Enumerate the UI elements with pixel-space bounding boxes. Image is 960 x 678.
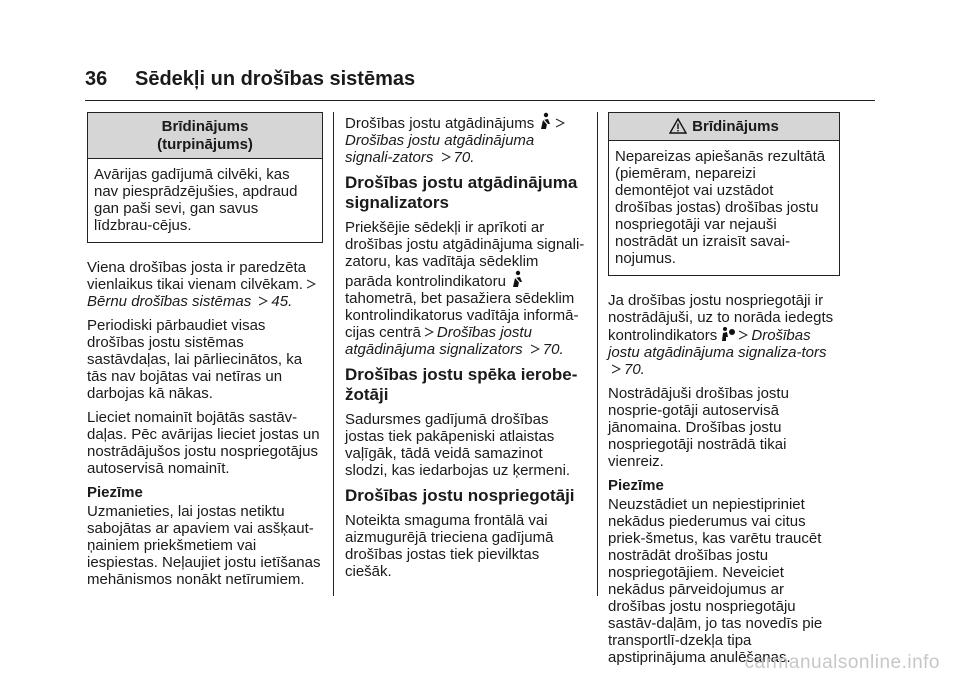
- paragraph-force-limiters: Sadursmes gadījumā drošības jostas tiek pakāpeniski atlaistas vaļīgāk, tādā veidā samazinot slodzi, kas iedarbojas uz ķermeni.: [345, 411, 571, 479]
- warning-box-header: [609, 113, 839, 141]
- reference-arrow-icon: [555, 117, 565, 129]
- paragraph-text-continued: tahometrā, bet pasažiera sēdeklim kontrolindikatorus vadītāja informā-cijas centrā: [345, 290, 579, 341]
- page-header: [85, 68, 875, 102]
- reference-arrow-icon: [258, 295, 268, 307]
- paragraph-text: Priekšējie sēdekļi ir aprīkoti ar drošības jostu atgādinājuma signali-zatoru, kas vadītāja sēdeklim parāda kontrolindikatoru: [345, 219, 585, 290]
- header-divider: [85, 100, 875, 101]
- section-heading-pretensioners: Drošības jostu nospriegotāji: [345, 486, 575, 505]
- section-heading-reminder: Drošības jostu atgādinājuma signalizators: [345, 173, 578, 212]
- paragraph-text: Ja drošības jostu nospriegotāji ir nostrādājuši, uz to norāda iedegts kontrolindikators: [608, 292, 834, 344]
- warning-box-continued: [87, 112, 323, 243]
- paragraph-replace-pretensioners: Nostrādājuši drošības jostu nosprie-gotāji autoservisā jānomaina. Drošības jostu nospriegotāji nostrādā tikai vienreiz.: [608, 385, 789, 470]
- column-1: [87, 112, 323, 595]
- reference-arrow-icon: [611, 363, 621, 375]
- column-2: [345, 112, 585, 587]
- paragraph-pretensioner-indicator: [608, 292, 840, 378]
- column-divider-1: [333, 112, 334, 596]
- reference-arrow-icon: [530, 343, 540, 355]
- note-body: Neuzstādiet un nepiestipriniet nekādus piederumus vai citus priek-šmetus, kas varētu traucēt nostrādāt drošības jostu nospriegotājiem. Neveiciet nekādus pārveidojumus ar drošības jostu nospriegotāju sastāv-daļām, jo tas novedīs pie transportlī-dzekļa tipa apstiprinājuma anulēšanas.: [608, 496, 823, 666]
- column-3: [608, 112, 840, 673]
- reference-arrow-icon: [306, 278, 316, 290]
- page-number: 36: [85, 68, 108, 90]
- paragraph-reminder-intro: [345, 112, 585, 166]
- cross-reference-link[interactable]: Drošības jostu atgādinājuma signalizators: [345, 324, 532, 358]
- cross-reference-page[interactable]: 70.: [453, 149, 475, 166]
- cross-reference-page[interactable]: 70.: [542, 341, 564, 358]
- paragraph-pretensioners: Noteikta smaguma frontālā vai aizmugurējā trieciena gadījumā drošības jostas tiek pievilktas ciešāk.: [345, 512, 554, 580]
- reference-arrow-icon: [424, 326, 434, 338]
- warning-box-header: [88, 113, 322, 159]
- paragraph-reminder: [345, 219, 585, 358]
- warning-body: Avārijas gadījumā cilvēki, kas nav piesprādzējušies, apdraud gan paši sevi, gan savus līdzbrau-cējus.: [94, 166, 298, 234]
- seatbelt-reminder-icon: [538, 112, 552, 130]
- warning-title: Brīdinājums: [161, 118, 249, 135]
- paragraph-text: Drošības jostu atgādinājums: [345, 115, 535, 132]
- cross-reference-link[interactable]: Drošības jostu atgādinājuma signaliza-tors: [608, 327, 827, 361]
- paragraph-inspection: Periodiski pārbaudiet visas drošības jostu sistēmas sastāvdaļas, lai pārliecinātos, ka tās nav bojātas vai netīras un darbojas kā nākas.: [87, 317, 303, 402]
- paragraph-one-person: [87, 259, 323, 310]
- note-body: Uzmanieties, lai jostas netiktu sabojātas ar apaviem vai asšķaut-ņainiem priekšmetiem vai iespiestas. Neļaujiet jostu ietīšanas mehānismos nonākt netīrumiem.: [87, 503, 321, 588]
- warning-subtitle: (turpinājums): [157, 136, 253, 153]
- airbag-indicator-icon: [721, 326, 735, 342]
- warning-triangle-icon: [669, 118, 687, 134]
- page-title: Sēdekļi un drošības sistēmas: [135, 68, 416, 90]
- seatbelt-reminder-icon: [510, 270, 524, 288]
- watermark: carmanualsonline.info: [744, 652, 940, 673]
- warning-body: Nepareizas apiešanās rezultātā (piemēram, nepareizi demontējot vai uzstādot drošības jostas) drošības jostu nospriegotāji var nejauši nostrādāt un izraisīt savai-nojumus.: [615, 148, 826, 267]
- reference-arrow-icon: [738, 329, 748, 341]
- note-heading: Piezīme: [608, 477, 664, 494]
- cross-reference-page[interactable]: 45.: [271, 293, 293, 310]
- warning-box: [608, 112, 840, 276]
- note-heading: Piezīme: [87, 484, 143, 501]
- column-divider-2: [597, 112, 598, 596]
- paragraph-replacement: Lieciet nomainīt bojātās sastāv-daļas. Pēc avārijas lieciet jostas un nostrādājušos jostu nospriegotājus autoservisā nomainīt.: [87, 409, 320, 477]
- cross-reference-link[interactable]: Bērnu drošības sistēmas: [87, 293, 252, 310]
- cross-reference-link[interactable]: Drošības jostu atgādinājuma signali-zators: [345, 132, 535, 166]
- warning-title: Brīdinājums: [692, 118, 779, 135]
- paragraph-text: Viena drošības josta ir paredzēta vienlaikus tikai vienam cilvēkam.: [87, 259, 307, 293]
- section-heading-force-limiters: Drošības jostu spēka ierobe-žotāji: [345, 365, 578, 404]
- reference-arrow-icon: [441, 151, 451, 163]
- cross-reference-page[interactable]: 70.: [624, 361, 645, 378]
